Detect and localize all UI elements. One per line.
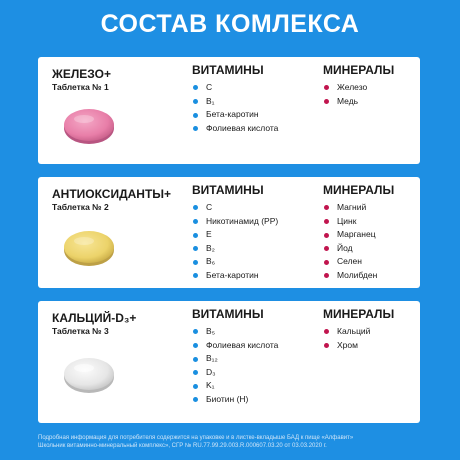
- yellow-pill-icon: [63, 229, 115, 267]
- complex-name: КАЛЬЦИЙ-D₃+: [52, 311, 137, 325]
- tablet-number: Таблетка № 1: [52, 82, 109, 92]
- vitamin-item: Фолиевая кислота: [192, 122, 278, 136]
- vitamin-item: B₂: [192, 242, 278, 256]
- vitamin-item: Фолиевая кислота: [192, 339, 278, 353]
- complex-name: АНТИОКСИДАНТЫ+: [52, 187, 172, 201]
- vitamin-item: K₁: [192, 379, 278, 393]
- footnote-line: Школьник витаминно-минеральный комплекс», СГР № RU.77.99.29.003.R.000607.03.20 от 03.03.2020 г.: [38, 443, 327, 449]
- complex-card-iron: [38, 57, 420, 164]
- vitamins-header: ВИТАМИНЫ: [192, 307, 264, 321]
- mineral-item: Марганец: [323, 228, 394, 242]
- vitamin-item: B₆: [192, 255, 278, 269]
- tablet-number: Таблетка № 2: [52, 202, 109, 212]
- vitamin-item: Бета-каротин: [192, 108, 278, 122]
- mineral-item: Йод: [323, 242, 394, 256]
- mineral-item: Магний: [323, 201, 394, 215]
- mineral-item: Цинк: [323, 215, 394, 229]
- white-pill-icon: [63, 356, 115, 394]
- mineral-item: Кальций: [323, 325, 394, 339]
- vitamin-item: C: [192, 81, 278, 95]
- minerals-header: МИНЕРАЛЫ: [323, 63, 395, 77]
- mineral-item: Селен: [323, 255, 394, 269]
- vitamin-item: Бета-каротин: [192, 269, 278, 283]
- footnote: [38, 434, 438, 450]
- minerals-header: МИНЕРАЛЫ: [323, 183, 395, 197]
- page-title: СОСТАВ КОМЛЕКСА: [100, 10, 360, 38]
- vitamin-item: Никотинамид (PP): [192, 215, 278, 229]
- tablet-number: Таблетка № 3: [52, 326, 109, 336]
- mineral-item: Железо: [323, 81, 394, 95]
- mineral-item: Молибден: [323, 269, 394, 283]
- mineral-item: Медь: [323, 95, 394, 109]
- mineral-item: Хром: [323, 339, 394, 353]
- vitamin-item: Биотин (Н): [192, 393, 278, 407]
- vitamin-item: C: [192, 201, 278, 215]
- vitamin-item: B₁: [192, 95, 278, 109]
- minerals-header: МИНЕРАЛЫ: [323, 307, 395, 321]
- vitamin-item: B₁₂: [192, 352, 278, 366]
- complex-card-calcium: [38, 301, 420, 423]
- footnote-line: Подробная информация для потребителя содержится на упаковке и в листке-вкладыше БАД к пище «Алфавит»: [38, 435, 354, 441]
- vitamin-item: E: [192, 228, 278, 242]
- vitamins-header: ВИТАМИНЫ: [192, 183, 264, 197]
- vitamins-header: ВИТАМИНЫ: [192, 63, 264, 77]
- complex-name: ЖЕЛЕЗО+: [52, 67, 111, 81]
- vitamin-item: B₅: [192, 325, 278, 339]
- complex-card-antioxidants: [38, 177, 420, 288]
- pink-pill-icon: [63, 107, 115, 145]
- vitamin-item: D₃: [192, 366, 278, 380]
